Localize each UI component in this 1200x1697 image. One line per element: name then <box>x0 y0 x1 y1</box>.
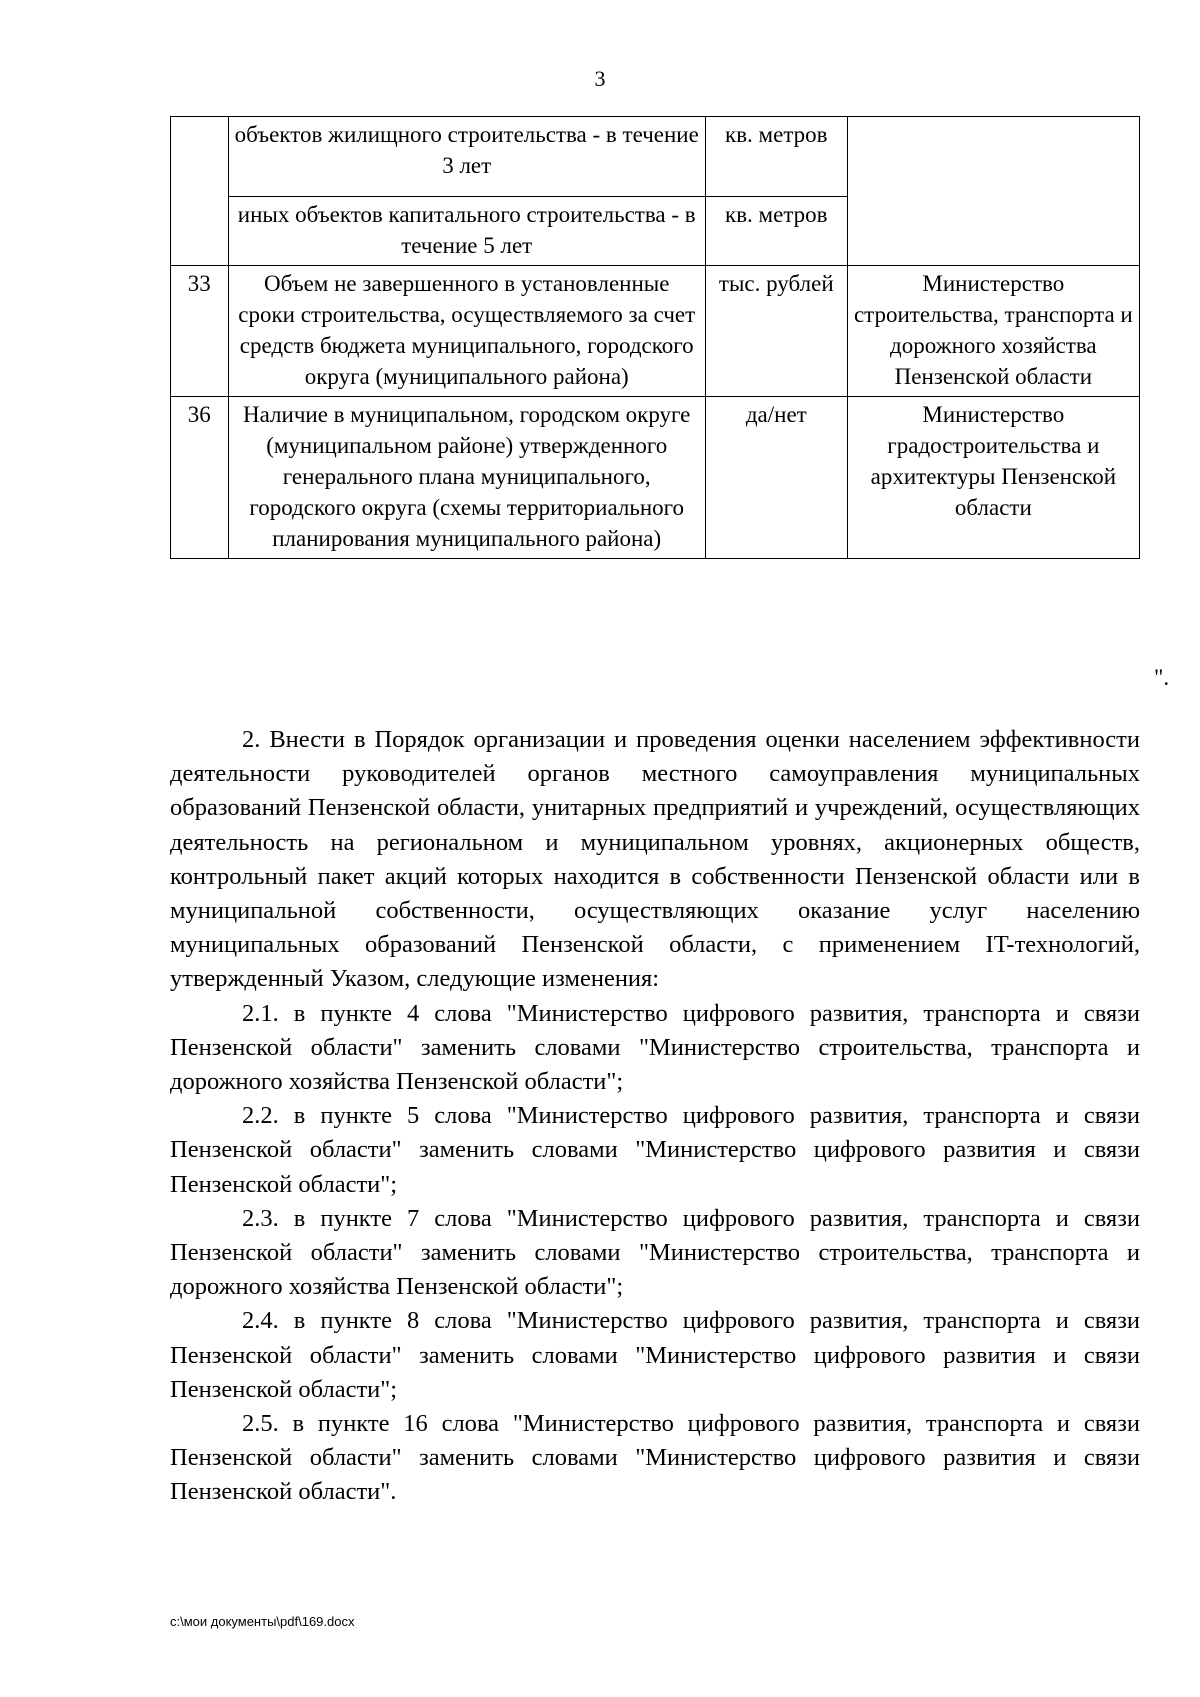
indicator-name-cell: Наличие в муниципальном, городском округе (муниципальном районе) утвержденного генерального плана муниципального, городского округа (схемы территориального планирования муниципального района) <box>228 397 705 559</box>
unit-cell: кв. метров <box>705 117 847 197</box>
responsible-org-cell: Министерство градостроительства и архитектуры Пензенской области <box>847 397 1139 559</box>
responsible-org-cell <box>847 117 1139 266</box>
row-number-cell: 36 <box>171 397 229 559</box>
unit-cell: тыс. рублей <box>705 266 847 397</box>
unit-cell: кв. метров <box>705 197 847 266</box>
footer-file-path: c:\мои документы\pdf\169.docx <box>170 1614 355 1629</box>
unit-cell: да/нет <box>705 397 847 559</box>
table-row <box>171 397 1140 559</box>
page-number: 3 <box>594 66 606 91</box>
amendments-text <box>170 723 1140 1510</box>
table-row <box>171 266 1140 397</box>
indicator-name-cell: Объем не завершенного в установленные сроки строительства, осуществляемого за счет средств бюджета муниципального, городского округа (муниципального района) <box>228 266 705 397</box>
row-number-cell <box>171 117 229 266</box>
row-number-cell: 33 <box>171 266 229 397</box>
paragraph: 2.4. в пункте 8 слова "Министерство цифрового развития, транспорта и связи Пензенской области" заменить словами "Министерство цифрового развития и связи Пензенской области"; <box>170 1307 1140 1403</box>
indicator-name-cell: объектов жилищного строительства - в течение 3 лет <box>228 117 705 197</box>
paragraph: 2. Внести в Порядок организации и проведения оценки населением эффективности деятельности руководителей органов местного самоуправления муниципальных образований Пензенской области, унитарных предприятий и учреждений, осуществляющих деятельность на региональном и муниципальном уровнях, акционерных обществ, контрольный пакет акций которых находится в собственности Пензенской области или в муниципальной собственности, осуществляющих оказание услуг населению муниципальных образований Пензенской области, с применением IT-технологий, утвержденный Указом, следующие изменения: <box>170 726 1140 993</box>
indicator-name-cell: иных объектов капитального строительства - в течение 5 лет <box>228 197 705 266</box>
closing-quote-mark: ". <box>1154 665 1170 690</box>
table-row <box>171 117 1140 197</box>
responsible-org-cell: Министерство строительства, транспорта и дорожного хозяйства Пензенской области <box>847 266 1139 397</box>
paragraph: 2.3. в пункте 7 слова "Министерство цифрового развития, транспорта и связи Пензенской области" заменить словами "Министерство строительства, транспорта и дорожного хозяйства Пензенской области"; <box>170 1204 1140 1301</box>
paragraph: 2.5. в пункте 16 слова "Министерство цифрового развития, транспорта и связи Пензенской области" заменить словами "Министерство цифрового развития и связи Пензенской области". <box>170 1410 1140 1506</box>
indicators-table <box>170 116 1140 559</box>
paragraph: 2.2. в пункте 5 слова "Министерство цифрового развития, транспорта и связи Пензенской области" заменить словами "Министерство цифрового развития и связи Пензенской области"; <box>170 1102 1140 1198</box>
paragraph: 2.1. в пункте 4 слова "Министерство цифрового развития, транспорта и связи Пензенской области" заменить словами "Министерство строительства, транспорта и дорожного хозяйства Пензенской области"; <box>170 999 1140 1096</box>
